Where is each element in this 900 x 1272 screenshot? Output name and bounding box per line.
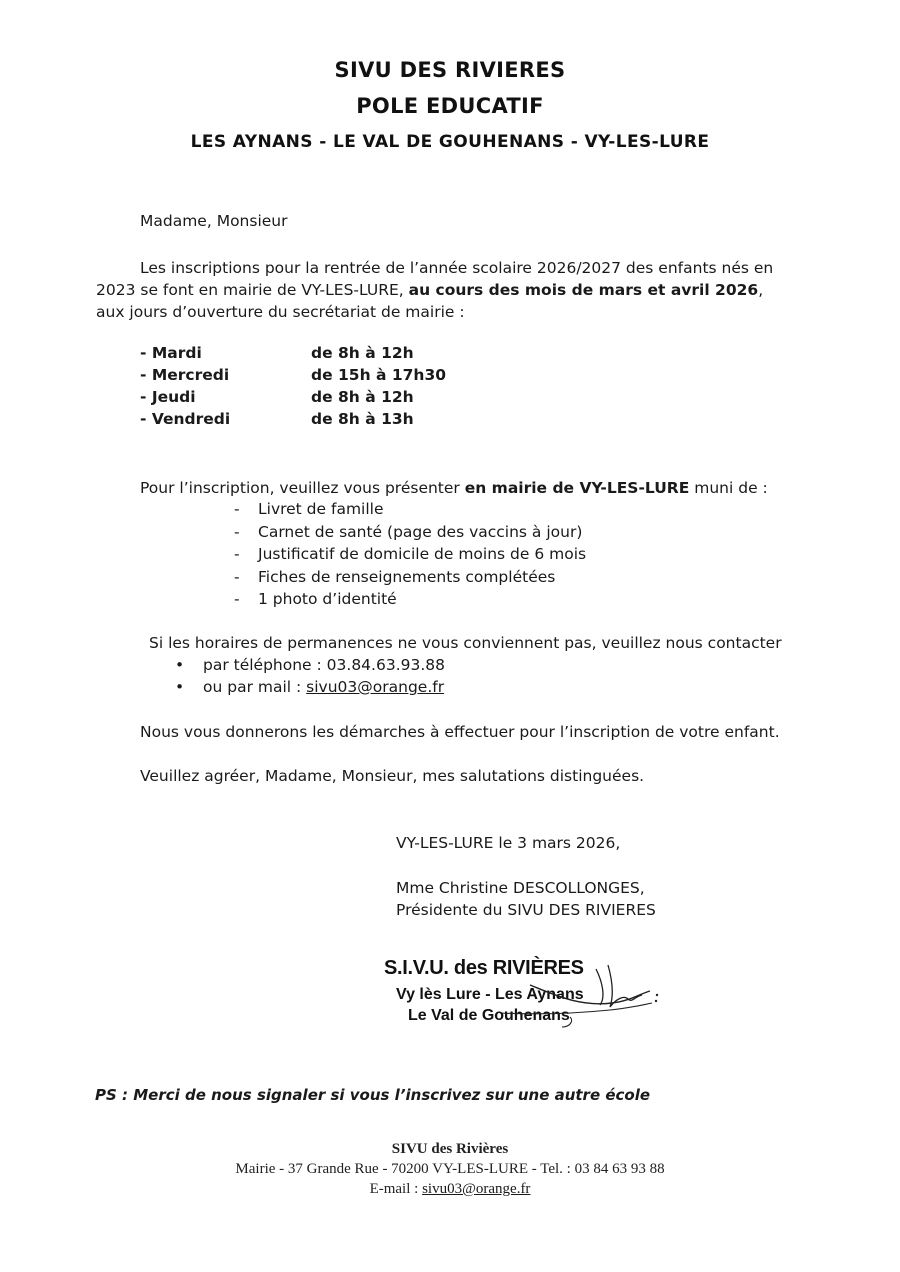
salutation: Madame, Monsieur [140,212,288,230]
paragraph-2-end: muni de : [689,479,768,497]
paragraph-1-line-2 [96,279,763,301]
closing-formula: Veuillez agréer, Madame, Monsieur, mes salutations distinguées. [140,767,645,785]
list-dash: - [234,590,240,608]
registration-location: en mairie de VY-LES-LURE [464,479,690,497]
stamp-line-1: S.I.V.U. des RIVIÈRES [384,957,584,979]
organization-title: SIVU DES RIVIERES [334,58,566,82]
paragraph-3: Si les horaires de permanences ne vous conviennent pas, veuillez nous contacter [149,634,782,652]
document-label: 1 photo d’identité [258,590,397,608]
paragraph-1-line-1: Les inscriptions pour la rentrée de l’année scolaire 2026/2027 des enfants nés en [140,259,774,277]
list-item [234,566,586,589]
required-documents-list [234,498,586,611]
signatory-name: Mme Christine DESCOLLONGES, [396,879,645,897]
signatory-role: Présidente du SIVU DES RIVIERES [396,901,656,919]
schedule-hours: de 8h à 13h [311,410,414,428]
bullet: • [175,678,185,696]
schedule-day: - Jeudi [140,388,196,406]
contact-phone [175,654,445,676]
schedule-day: - Mardi [140,344,202,362]
footer-organization [0,1139,900,1159]
schedule-hours: de 8h à 12h [311,388,414,406]
schedule-day: - Mercredi [140,366,230,384]
footer-email-link[interactable]: sivu03@orange.fr [422,1181,531,1197]
registration-period: au cours des mois de mars et avril 2026 [408,281,759,299]
department-title: POLE EDUCATIF [356,94,544,118]
contact-mail [175,676,444,698]
footer-org-name: SIVU des Rivières [391,1141,509,1157]
footer-email [0,1179,900,1199]
schedule-day: - Vendredi [140,410,231,428]
list-dash: - [234,500,240,518]
paragraph-1-line-3: aux jours d’ouverture du secrétariat de mairie : [96,303,465,321]
footer-address: Mairie - 37 Grande Rue - 70200 VY-LES-LURE - Tel. : 03 84 63 93 88 [235,1161,665,1177]
document-label: Justificatif de domicile de moins de 6 mois [258,545,587,563]
list-item [234,498,586,521]
schedule-hours: de 15h à 17h30 [311,366,447,384]
stamp-line-3: Le Val de Gouhenans [408,1007,570,1024]
bullet: • [175,656,185,674]
paragraph-1-line-2-end: , [758,281,764,299]
list-item [234,521,586,544]
signature [380,955,700,1035]
paragraph-2 [140,477,768,499]
list-dash: - [234,567,240,586]
list-item [234,588,586,611]
document-label: Fiches de renseignements complétées [258,567,556,586]
communes-subtitle: LES AYNANS - LE VAL DE GOUHENANS - VY-LES-LURE [190,132,710,152]
place-date: VY-LES-LURE le 3 mars 2026, [396,834,621,852]
contact-phone-text: par téléphone : 03.84.63.93.88 [203,656,445,674]
list-dash: - [234,522,240,541]
contact-mail-label: ou par mail : [203,678,307,696]
email-link[interactable]: sivu03@orange.fr [306,678,445,696]
document-label: Carnet de santé (page des vaccins à jour) [258,522,583,541]
paragraph-4: Nous vous donnerons les démarches à effectuer pour l’inscription de votre enfant. [140,723,780,741]
postscript-note: PS : Merci de nous signaler si vous l’inscrivez sur une autre école [95,1086,651,1104]
paragraph-2-start: Pour l’inscription, veuillez vous présenter [140,479,465,497]
document-label: Livret de famille [258,500,384,518]
schedule-hours: de 8h à 12h [311,344,414,362]
list-item [234,543,586,566]
list-dash: - [234,545,240,563]
paragraph-1-line-2-start: 2023 se font en mairie de VY-LES-LURE, [96,281,409,299]
footer-email-label: E-mail : [369,1181,423,1197]
stamp-line-2: Vy lès Lure - Les Aynans [396,986,584,1003]
